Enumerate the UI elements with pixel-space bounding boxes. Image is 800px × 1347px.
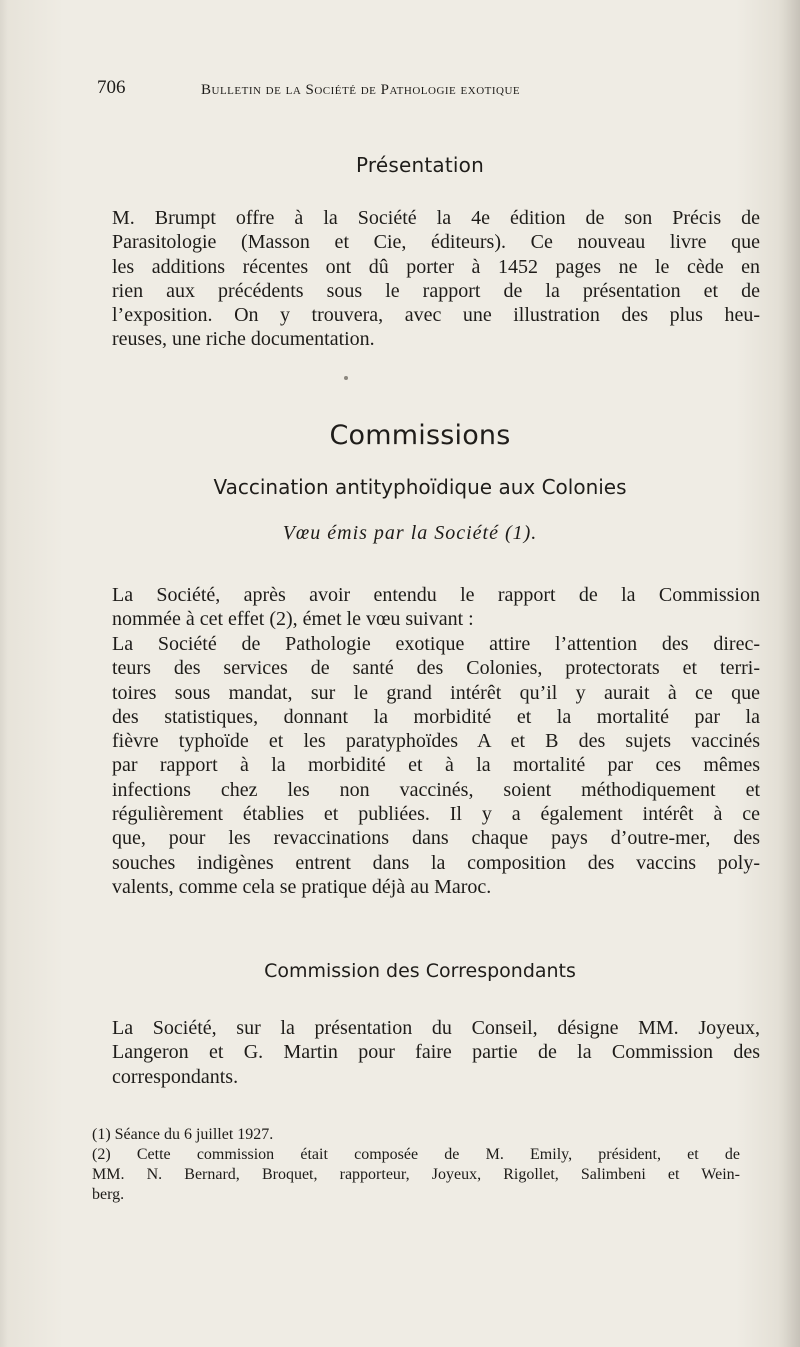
- vaccination-line: fièvre typhoïde et les paratyphoïdes A et B des sujets vaccinés: [112, 730, 760, 753]
- presentation-line: rien aux précédents sous le rapport de la présentation et de: [112, 279, 760, 302]
- presentation-line: Parasitologie (Masson et Cie, éditeurs). Ce nouveau livre que: [112, 231, 760, 254]
- intro-line: nommée à cet effet (2), émet le vœu suivant :: [112, 608, 474, 631]
- footnote-line: (2) Cette commission était composée de M. Emily, président, et de: [92, 1146, 740, 1163]
- running-title: Bulletin de la Société de Pathologie exotique: [201, 82, 521, 98]
- vaccination-line: par rapport à la morbidité et à la mortalité par ces mêmes: [112, 754, 760, 777]
- commissions-heading: Commissions: [329, 420, 511, 451]
- vaccination-line: teurs des services de santé des Colonies, protectorats et terri-: [112, 657, 760, 680]
- footnote-line: MM. N. Bernard, Broquet, rapporteur, Joyeux, Rigollet, Salimbeni et Wein-: [92, 1166, 740, 1183]
- vaccination-line: infections chez les non vaccinés, soient méthodiquement et: [112, 778, 760, 801]
- footnotes: [92, 1125, 740, 1205]
- vaccination-line: des statistiques, donnant la morbidité et la mortalité par la: [112, 705, 760, 728]
- page-header: [97, 78, 657, 102]
- vaccination-line: valents, comme cela se pratique déjà au Maroc.: [112, 875, 492, 898]
- voeu-subheading: Vœu émis par la Société (1).: [282, 522, 538, 544]
- intro-paragraph: [92, 583, 760, 632]
- correspondants-line: correspondants.: [112, 1065, 239, 1088]
- presentation-line: les additions récentes ont dû porter à 1452 pages ne le cède en: [112, 255, 760, 278]
- small-ink-mark: [344, 376, 348, 380]
- vaccination-line: toires sous mandat, sur le grand intérêt qu’il y aurait à ce que: [112, 681, 760, 704]
- page-number: 706: [97, 77, 126, 98]
- presentation-line: M. Brumpt offre à la Société la 4e édition de son Précis de: [112, 207, 760, 229]
- vaccination-line: souches indigènes entrent dans la composition des vaccins poly-: [112, 851, 760, 874]
- presentation-heading: Présentation: [355, 153, 484, 177]
- correspondants-paragraph: [92, 1016, 760, 1089]
- footnote-line: berg.: [92, 1186, 125, 1203]
- vaccination-heading: Vaccination antityphoïdique aux Colonies: [213, 475, 627, 499]
- intro-line: La Société, après avoir entendu le rapport de la Commission: [112, 584, 760, 606]
- presentation-line: reuses, une riche documentation.: [112, 328, 375, 351]
- correspondants-line: La Société, sur la présentation du Conseil, désigne MM. Joyeux,: [112, 1017, 760, 1039]
- scan-right-shadow: [778, 0, 800, 1347]
- presentation-paragraph: [92, 206, 760, 352]
- vaccination-paragraph: [92, 632, 760, 899]
- footnote-line: (1) Séance du 6 juillet 1927.: [92, 1126, 274, 1143]
- scan-left-shadow: [0, 0, 8, 1347]
- correspondants-line: Langeron et G. Martin pour faire partie de la Commission des: [112, 1041, 760, 1064]
- correspondants-heading: Commission des Correspondants: [264, 960, 576, 982]
- vaccination-line: La Société de Pathologie exotique attire l’attention des direc-: [112, 633, 760, 655]
- vaccination-line: que, pour les revaccinations dans chaque pays d’outre-mer, des: [112, 827, 760, 850]
- presentation-line: l’exposition. On y trouvera, avec une illustration des plus heu-: [112, 304, 760, 327]
- vaccination-line: régulièrement établies et publiées. Il y a également intérêt à ce: [112, 803, 760, 826]
